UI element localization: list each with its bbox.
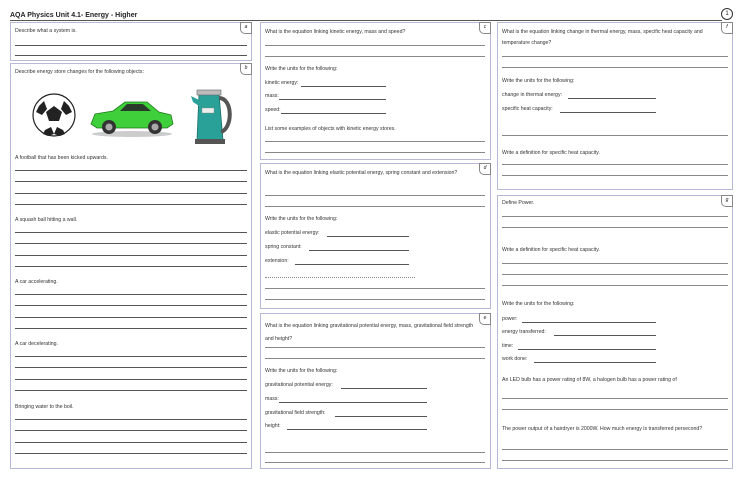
- answer-line[interactable]: [15, 294, 247, 295]
- box-tag: b: [240, 63, 252, 75]
- question-box-c: [260, 22, 491, 160]
- page-number: 1: [721, 8, 733, 20]
- answer-line[interactable]: [15, 356, 247, 357]
- question-box-d: [260, 163, 491, 309]
- answer-line[interactable]: [279, 402, 427, 403]
- answer-line[interactable]: [15, 181, 247, 182]
- answer-line[interactable]: [287, 429, 427, 430]
- kettle-image: [189, 82, 237, 146]
- answer-line[interactable]: [265, 56, 485, 57]
- car-image: [87, 94, 177, 138]
- answer-line[interactable]: [265, 45, 485, 46]
- answer-line[interactable]: [265, 299, 485, 300]
- answer-line[interactable]: [265, 452, 485, 453]
- answer-line[interactable]: [281, 113, 386, 114]
- answer-line[interactable]: [15, 379, 247, 380]
- unit-label: work done:: [502, 356, 528, 362]
- unit-label: specific heat capacity:: [502, 106, 553, 112]
- question-box-g: [497, 195, 733, 469]
- unit-label: elastic potential energy:: [265, 230, 320, 236]
- answer-line[interactable]: [502, 409, 728, 410]
- question-box-a: [10, 22, 252, 61]
- unit-label: change in thermal energy:: [502, 92, 562, 98]
- faint-line: [265, 277, 415, 278]
- answer-line[interactable]: [560, 112, 656, 113]
- question-box-b: [10, 63, 252, 469]
- answer-line[interactable]: [502, 460, 728, 461]
- answer-line[interactable]: [502, 135, 728, 136]
- units-heading: Write the units for the following:: [502, 301, 575, 307]
- answer-line[interactable]: [502, 398, 728, 399]
- answer-line[interactable]: [554, 335, 656, 336]
- question-text: What is the equation linking elastic potential energy, spring constant and extension?: [265, 170, 458, 176]
- answer-line[interactable]: [15, 55, 247, 56]
- units-heading: Write the units for the following:: [265, 368, 338, 374]
- box-tag: g: [721, 195, 733, 207]
- answer-line[interactable]: [15, 442, 247, 443]
- unit-label: extension:: [265, 258, 289, 264]
- question-text: What is the equation linking change in thermal energy, mass, specific heat capacity and temperature change?: [502, 29, 703, 46]
- units-heading: Write the units for the following:: [265, 66, 338, 72]
- answer-line[interactable]: [15, 266, 247, 267]
- question-text: Describe what a system is.: [15, 28, 77, 34]
- answer-line[interactable]: [15, 367, 247, 368]
- question-text: Write a definition for specific heat capacity.: [502, 150, 600, 156]
- answer-line[interactable]: [341, 388, 427, 389]
- answer-line[interactable]: [15, 305, 247, 306]
- question-text: List some examples of objects with kinetic energy stores.: [265, 126, 396, 132]
- title-underline: [10, 20, 722, 21]
- answer-line[interactable]: [502, 227, 728, 228]
- answer-line[interactable]: [502, 164, 728, 165]
- box-tag: d: [479, 163, 491, 175]
- question-text: What is the equation linking kinetic energy, mass and speed?: [265, 29, 406, 35]
- unit-label: power:: [502, 316, 518, 322]
- answer-line[interactable]: [15, 453, 247, 454]
- box-tag: a: [240, 22, 252, 34]
- answer-line[interactable]: [15, 390, 247, 391]
- answer-line[interactable]: [15, 243, 247, 244]
- question-text: The power output of a hairdryer is 2000W. How much energy is transferred persecond?: [502, 426, 703, 432]
- box-tag: f: [721, 22, 733, 34]
- answer-line[interactable]: [15, 255, 247, 256]
- units-heading: Write the units for the following:: [265, 216, 338, 222]
- answer-line[interactable]: [15, 45, 247, 46]
- box-tag: e: [479, 313, 491, 325]
- question-text: What is the equation linking gravitational potential energy, mass, gravitational field strength and height?: [265, 323, 474, 342]
- unit-label: kinetic energy:: [265, 80, 299, 86]
- unit-label: gravitational potential energy:: [265, 382, 333, 388]
- answer-line[interactable]: [15, 193, 247, 194]
- answer-line[interactable]: [522, 322, 656, 323]
- answer-line[interactable]: [265, 206, 485, 207]
- answer-line[interactable]: [15, 232, 247, 233]
- answer-line[interactable]: [15, 328, 247, 329]
- item-text: A football that has been kicked upwards.: [15, 155, 108, 161]
- answer-line[interactable]: [265, 462, 485, 463]
- question-box-e: [260, 313, 491, 469]
- units-heading: Write the units for the following:: [502, 78, 575, 84]
- question-text: Describe energy store changes for the following objects:: [15, 69, 144, 75]
- answer-line[interactable]: [502, 285, 728, 286]
- football-image: [31, 92, 77, 138]
- answer-line[interactable]: [15, 204, 247, 205]
- unit-label: spring constant:: [265, 244, 302, 250]
- item-text: Bringing water to the boil.: [15, 404, 74, 410]
- answer-line[interactable]: [502, 274, 728, 275]
- question-text: An LED bulb has a power rating of 8W, a halogen bulb has a power rating of: [502, 377, 677, 383]
- answer-line[interactable]: [534, 362, 656, 363]
- item-text: A car decelerating.: [15, 341, 58, 347]
- answer-line[interactable]: [295, 264, 409, 265]
- answer-line[interactable]: [335, 416, 427, 417]
- question-box-f: [497, 22, 733, 190]
- answer-line[interactable]: [502, 263, 728, 264]
- answer-line[interactable]: [265, 152, 485, 153]
- unit-label: mass:: [265, 396, 279, 402]
- answer-line[interactable]: [15, 317, 247, 318]
- answer-line[interactable]: [279, 99, 386, 100]
- answer-line[interactable]: [502, 67, 728, 68]
- answer-line[interactable]: [265, 358, 485, 359]
- unit-label: mass:: [265, 93, 279, 99]
- answer-line[interactable]: [301, 86, 386, 87]
- item-text: A squash ball hitting a wall.: [15, 217, 78, 223]
- unit-label: speed:: [265, 107, 281, 113]
- question-text: Define Power.: [502, 200, 535, 206]
- answer-line[interactable]: [568, 98, 656, 99]
- unit-label: time:: [502, 343, 514, 349]
- answer-line[interactable]: [265, 195, 485, 196]
- item-text: A car accelerating.: [15, 279, 58, 285]
- answer-line[interactable]: [502, 216, 728, 217]
- unit-label: energy transferred:: [502, 329, 546, 335]
- answer-line[interactable]: [265, 288, 485, 289]
- answer-line[interactable]: [265, 141, 485, 142]
- answer-line[interactable]: [518, 349, 656, 350]
- unit-label: gravitational field strength:: [265, 410, 326, 416]
- question-text: Write a definition for specific heat capacity.: [502, 247, 600, 253]
- answer-line[interactable]: [327, 236, 409, 237]
- answer-line[interactable]: [15, 419, 247, 420]
- box-tag: c: [479, 22, 491, 34]
- answer-line[interactable]: [502, 56, 728, 57]
- answer-line[interactable]: [15, 430, 247, 431]
- answer-line[interactable]: [309, 250, 409, 251]
- unit-label: height:: [265, 423, 281, 429]
- answer-line[interactable]: [502, 175, 728, 176]
- answer-line[interactable]: [265, 347, 485, 348]
- answer-line[interactable]: [15, 170, 247, 171]
- answer-line[interactable]: [502, 449, 728, 450]
- page-title: AQA Physics Unit 4.1- Energy - Higher: [10, 12, 138, 19]
